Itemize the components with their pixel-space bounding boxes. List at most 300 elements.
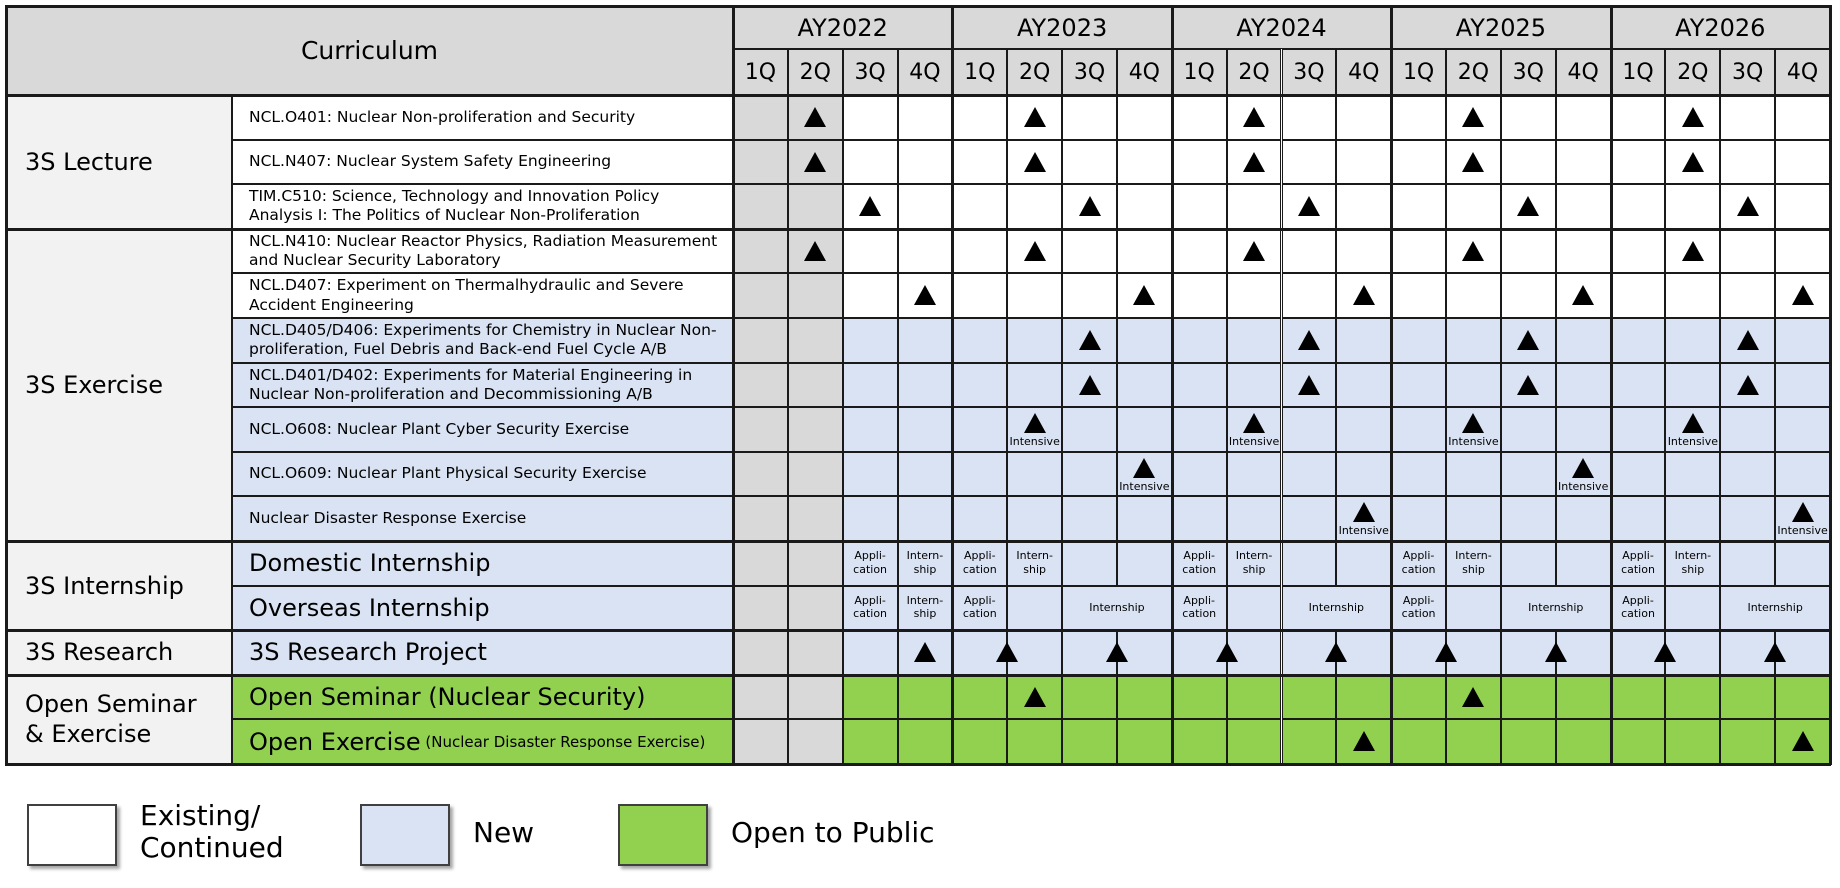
course-name-text: NCL.D401/D402: Experiments for Material Engineering in Nuclear Non-proliferation and Decommissioning A/B xyxy=(249,365,693,403)
schedule-cell xyxy=(1062,586,1172,631)
quarter-header: 2Q xyxy=(1665,49,1720,95)
legend-label-existing: Existing/ Continued xyxy=(140,799,284,865)
course-name-text: NCL.O608: Nuclear Plant Cyber Security Exercise xyxy=(249,419,630,438)
schedule-cell xyxy=(1227,586,1282,631)
year-divider xyxy=(1390,6,1393,764)
schedule-cell xyxy=(1282,407,1337,452)
schedule-cell xyxy=(1391,496,1446,541)
schedule-cell xyxy=(1172,95,1227,140)
schedule-cell xyxy=(1775,140,1830,185)
schedule-cell xyxy=(1062,496,1117,541)
schedule-cell xyxy=(898,719,953,764)
schedule-cell xyxy=(898,140,953,185)
course-name-text: NCL.D405/D406: Experiments for Chemistry in Nuclear Non- proliferation, Fuel Debris and Back-end Fuel Cycle A/B xyxy=(249,320,717,359)
quarter-header: 1Q xyxy=(1611,49,1666,95)
schedule-cell xyxy=(1775,407,1830,452)
quarter-header: 2Q xyxy=(788,49,843,95)
course-name xyxy=(232,273,733,318)
schedule-cell xyxy=(1227,273,1282,318)
schedule-cell xyxy=(1556,407,1611,452)
schedule-cell xyxy=(788,452,843,497)
session-marker xyxy=(1298,330,1320,350)
schedule-note: Internship xyxy=(1089,600,1145,614)
schedule-cell xyxy=(952,586,1007,631)
schedule-cell xyxy=(1775,363,1830,408)
schedule-cell xyxy=(952,541,1007,586)
session-marker xyxy=(1243,107,1265,127)
schedule-cell xyxy=(1282,496,1337,541)
session-marker xyxy=(1737,330,1759,350)
session-marker xyxy=(1079,375,1101,395)
schedule-cell xyxy=(1007,541,1062,586)
legend-swatch-open-to-public xyxy=(618,804,708,866)
session-marker xyxy=(1435,642,1457,662)
schedule-cell xyxy=(1611,318,1666,363)
schedule-cell xyxy=(1720,541,1775,586)
schedule-cell xyxy=(1501,407,1556,452)
schedule-cell xyxy=(1611,184,1666,229)
schedule-note: Appli- cation xyxy=(853,593,888,621)
schedule-cell xyxy=(1665,318,1720,363)
course-name xyxy=(232,675,733,720)
schedule-cell xyxy=(1062,95,1117,140)
course-name xyxy=(232,363,733,408)
schedule-cell xyxy=(1172,675,1227,720)
schedule-cell xyxy=(788,719,843,764)
schedule-cell xyxy=(733,407,788,452)
course-name-text: Overseas Internship xyxy=(249,593,490,622)
session-marker xyxy=(914,642,936,662)
schedule-cell xyxy=(788,630,843,675)
schedule-cell xyxy=(1611,719,1666,764)
schedule-cell xyxy=(1282,675,1337,720)
schedule-cell xyxy=(1611,541,1666,586)
schedule-cell xyxy=(898,452,953,497)
schedule-cell xyxy=(898,229,953,274)
schedule-cell xyxy=(1336,363,1391,408)
schedule-cell xyxy=(1117,496,1172,541)
schedule-cell xyxy=(898,318,953,363)
schedule-cell xyxy=(1720,140,1775,185)
year-header: AY2026 xyxy=(1611,6,1830,49)
schedule-cell xyxy=(1282,541,1337,586)
quarter-header: 3Q xyxy=(1720,49,1775,95)
schedule-cell xyxy=(1665,184,1720,229)
quarter-header: 4Q xyxy=(1336,49,1391,95)
course-name-text: NCL.N410: Nuclear Reactor Physics, Radiation Measurement and Nuclear Security Laboratory xyxy=(249,231,718,270)
session-marker xyxy=(1133,285,1155,305)
schedule-cell xyxy=(1665,496,1720,541)
course-name xyxy=(232,630,733,675)
schedule-cell xyxy=(1062,719,1117,764)
schedule-note: Appli- cation xyxy=(1621,549,1655,576)
schedule-cell xyxy=(1117,675,1172,720)
session-marker xyxy=(804,152,826,172)
quarter-header: 3Q xyxy=(1501,49,1556,95)
schedule-cell xyxy=(1556,184,1611,229)
course-name xyxy=(232,229,733,274)
schedule-cell xyxy=(1775,541,1830,586)
schedule-note: Appli- cation xyxy=(962,549,997,576)
session-marker xyxy=(804,107,826,127)
schedule-cell xyxy=(1172,452,1227,497)
schedule-cell xyxy=(733,630,788,675)
schedule-cell xyxy=(898,407,953,452)
year-header: AY2022 xyxy=(733,6,952,49)
table-border xyxy=(5,5,1831,8)
schedule-cell xyxy=(1556,541,1611,586)
schedule-cell xyxy=(1775,318,1830,363)
schedule-cell xyxy=(952,140,1007,185)
schedule-cell xyxy=(843,318,898,363)
session-marker xyxy=(1682,241,1704,261)
schedule-cell xyxy=(733,318,788,363)
schedule-cell xyxy=(1117,229,1172,274)
schedule-cell xyxy=(952,184,1007,229)
schedule-cell xyxy=(1446,541,1501,586)
quarter-header: 2Q xyxy=(1007,49,1062,95)
session-marker xyxy=(1243,152,1265,172)
schedule-cell xyxy=(1391,95,1446,140)
session-marker xyxy=(1517,196,1539,216)
legend-swatch-existing xyxy=(27,804,117,866)
schedule-cell xyxy=(1117,407,1172,452)
course-name-text: NCL.O609: Nuclear Plant Physical Security Exercise xyxy=(249,464,647,483)
schedule-cell xyxy=(1336,95,1391,140)
schedule-cell xyxy=(898,496,953,541)
schedule-cell xyxy=(1720,273,1775,318)
schedule-cell xyxy=(843,140,898,185)
session-marker xyxy=(1462,152,1484,172)
schedule-cell xyxy=(1501,675,1556,720)
schedule-cell xyxy=(1446,318,1501,363)
year-divider xyxy=(1829,6,1832,764)
session-marker xyxy=(1764,642,1786,662)
schedule-cell xyxy=(1336,407,1391,452)
schedule-cell xyxy=(898,675,953,720)
session-marker xyxy=(1024,413,1046,433)
session-marker xyxy=(1682,107,1704,127)
session-marker xyxy=(1682,152,1704,172)
schedule-cell xyxy=(1336,140,1391,185)
schedule-cell xyxy=(1665,452,1720,497)
session-marker xyxy=(1106,642,1128,662)
year-divider xyxy=(951,6,954,764)
schedule-note: Intern- ship xyxy=(1455,549,1492,576)
session-marker xyxy=(1133,458,1155,478)
session-marker xyxy=(1792,502,1814,522)
schedule-cell xyxy=(1446,273,1501,318)
session-marker xyxy=(1298,196,1320,216)
course-name xyxy=(232,407,733,452)
schedule-cell xyxy=(1501,496,1556,541)
schedule-cell xyxy=(1501,273,1556,318)
schedule-cell xyxy=(1665,675,1720,720)
schedule-cell xyxy=(733,496,788,541)
quarter-header: 4Q xyxy=(1775,49,1830,95)
schedule-cell xyxy=(952,95,1007,140)
course-name-text: 3S Research Project xyxy=(249,638,487,667)
schedule-cell xyxy=(1556,496,1611,541)
schedule-cell xyxy=(952,318,1007,363)
schedule-cell xyxy=(1720,586,1830,631)
quarter-header: 1Q xyxy=(733,49,788,95)
schedule-cell xyxy=(1775,452,1830,497)
schedule-cell xyxy=(1282,140,1337,185)
schedule-cell xyxy=(1775,229,1830,274)
schedule-cell xyxy=(1282,95,1337,140)
header-divider xyxy=(5,94,1831,97)
schedule-cell xyxy=(1665,541,1720,586)
schedule-cell xyxy=(1611,675,1666,720)
session-marker xyxy=(1353,731,1375,751)
schedule-cell xyxy=(1501,586,1611,631)
intensive-note: Intensive xyxy=(1338,524,1389,538)
schedule-cell xyxy=(952,363,1007,408)
schedule-cell xyxy=(1775,675,1830,720)
intensive-note: Intensive xyxy=(1777,524,1828,538)
schedule-cell xyxy=(1117,541,1172,586)
schedule-cell xyxy=(1227,675,1282,720)
schedule-cell xyxy=(898,586,953,631)
schedule-cell xyxy=(1611,496,1666,541)
schedule-cell xyxy=(1282,586,1392,631)
quarter-header: 4Q xyxy=(898,49,953,95)
schedule-cell xyxy=(843,675,898,720)
schedule-cell xyxy=(843,363,898,408)
schedule-cell xyxy=(898,95,953,140)
schedule-cell xyxy=(1501,140,1556,185)
session-marker xyxy=(859,196,881,216)
schedule-cell xyxy=(1720,452,1775,497)
schedule-cell xyxy=(1611,586,1666,631)
schedule-cell xyxy=(952,407,1007,452)
schedule-cell xyxy=(1282,452,1337,497)
course-name-subtext: (Nuclear Disaster Response Exercise) xyxy=(420,732,706,751)
session-marker xyxy=(1572,458,1594,478)
table-border xyxy=(5,5,8,765)
schedule-cell xyxy=(1172,541,1227,586)
schedule-cell xyxy=(1665,363,1720,408)
schedule-cell xyxy=(1391,273,1446,318)
category-label: 3S Internship xyxy=(6,541,232,630)
schedule-cell xyxy=(1282,273,1337,318)
schedule-cell xyxy=(1282,229,1337,274)
schedule-cell xyxy=(1665,273,1720,318)
schedule-cell xyxy=(1391,719,1446,764)
session-marker xyxy=(1024,152,1046,172)
course-name xyxy=(232,95,733,140)
schedule-cell xyxy=(788,318,843,363)
schedule-cell xyxy=(1062,407,1117,452)
schedule-cell xyxy=(1172,719,1227,764)
table-border xyxy=(5,763,1831,766)
schedule-cell xyxy=(1117,184,1172,229)
schedule-note: Intern- ship xyxy=(906,549,944,576)
schedule-cell xyxy=(1282,719,1337,764)
course-name xyxy=(232,541,733,586)
schedule-cell xyxy=(1391,363,1446,408)
schedule-cell xyxy=(898,184,953,229)
schedule-note: Intern- ship xyxy=(1016,549,1053,576)
schedule-note: Intern- ship xyxy=(1235,549,1273,576)
schedule-cell xyxy=(843,630,898,675)
quarter-header: 1Q xyxy=(952,49,1007,95)
schedule-cell xyxy=(843,95,898,140)
schedule-cell xyxy=(1007,719,1062,764)
legend xyxy=(0,790,1840,888)
schedule-cell xyxy=(1556,229,1611,274)
schedule-cell xyxy=(843,496,898,541)
schedule-cell xyxy=(1720,95,1775,140)
course-name-text: NCL.N407: Nuclear System Safety Engineering xyxy=(249,152,612,171)
session-marker xyxy=(1298,375,1320,395)
schedule-cell xyxy=(733,541,788,586)
schedule-cell xyxy=(1336,184,1391,229)
session-marker xyxy=(1462,107,1484,127)
schedule-cell xyxy=(788,586,843,631)
schedule-cell xyxy=(1665,586,1720,631)
schedule-cell xyxy=(1117,318,1172,363)
schedule-note: Internship xyxy=(1747,600,1803,614)
schedule-cell xyxy=(1556,95,1611,140)
schedule-cell xyxy=(1611,140,1666,185)
session-marker xyxy=(1079,196,1101,216)
schedule-cell xyxy=(898,363,953,408)
year-header: AY2023 xyxy=(952,6,1171,49)
session-marker xyxy=(1545,642,1567,662)
schedule-cell xyxy=(1665,719,1720,764)
schedule-note: Intern- ship xyxy=(1674,549,1712,576)
session-marker xyxy=(1216,642,1238,662)
legend-swatch-new xyxy=(360,804,450,866)
session-marker xyxy=(1517,375,1539,395)
schedule-cell xyxy=(1501,229,1556,274)
schedule-cell xyxy=(1172,273,1227,318)
schedule-note: Appli- cation xyxy=(1182,549,1217,576)
schedule-cell xyxy=(1007,586,1062,631)
session-marker xyxy=(1737,375,1759,395)
schedule-cell xyxy=(1391,452,1446,497)
schedule-cell xyxy=(1446,719,1501,764)
schedule-cell xyxy=(1391,586,1446,631)
schedule-note: Internship xyxy=(1308,600,1365,614)
schedule-cell xyxy=(1227,318,1282,363)
schedule-cell xyxy=(1007,184,1062,229)
schedule-cell xyxy=(952,452,1007,497)
schedule-cell xyxy=(1227,363,1282,408)
schedule-note: Internship xyxy=(1528,600,1584,614)
schedule-cell xyxy=(1227,452,1282,497)
course-name-text: Open Exercise xyxy=(249,727,421,756)
schedule-cell xyxy=(1446,184,1501,229)
year-divider xyxy=(1610,6,1613,764)
session-marker xyxy=(1243,413,1265,433)
session-marker xyxy=(804,241,826,261)
schedule-cell xyxy=(1117,95,1172,140)
schedule-cell xyxy=(898,541,953,586)
session-marker xyxy=(1024,687,1046,707)
year-divider xyxy=(1171,6,1174,764)
schedule-cell xyxy=(788,273,843,318)
schedule-cell xyxy=(1775,95,1830,140)
schedule-cell xyxy=(952,675,1007,720)
schedule-cell xyxy=(1062,452,1117,497)
schedule-cell xyxy=(788,675,843,720)
schedule-cell xyxy=(1391,407,1446,452)
session-marker xyxy=(1079,330,1101,350)
session-marker xyxy=(1325,642,1347,662)
curriculum-header: Curriculum xyxy=(6,6,733,95)
schedule-cell xyxy=(1007,273,1062,318)
year-divider xyxy=(732,6,735,764)
session-marker xyxy=(1654,642,1676,662)
category-label: Open Seminar & Exercise xyxy=(6,675,232,764)
session-marker xyxy=(1353,285,1375,305)
schedule-cell xyxy=(1501,95,1556,140)
legend-label-open-to-public: Open to Public xyxy=(731,816,935,849)
schedule-cell xyxy=(843,719,898,764)
schedule-note: Appli- cation xyxy=(962,593,997,621)
schedule-cell xyxy=(1391,318,1446,363)
session-marker xyxy=(1792,285,1814,305)
session-marker xyxy=(1462,413,1484,433)
schedule-cell xyxy=(1336,318,1391,363)
schedule-cell xyxy=(1117,363,1172,408)
schedule-cell xyxy=(1720,719,1775,764)
session-marker xyxy=(996,642,1018,662)
course-name xyxy=(232,140,733,185)
course-name xyxy=(232,496,733,541)
intensive-note: Intensive xyxy=(1448,435,1499,449)
quarter-header: 4Q xyxy=(1117,49,1172,95)
year-header: AY2024 xyxy=(1172,6,1391,49)
schedule-cell xyxy=(1117,140,1172,185)
schedule-cell xyxy=(1556,719,1611,764)
schedule-cell xyxy=(1556,318,1611,363)
session-marker xyxy=(1462,687,1484,707)
course-name xyxy=(232,719,733,764)
course-name-text: Nuclear Disaster Response Exercise xyxy=(249,509,527,527)
schedule-cell xyxy=(1391,184,1446,229)
schedule-cell xyxy=(1720,407,1775,452)
schedule-cell xyxy=(788,407,843,452)
schedule-cell xyxy=(1336,675,1391,720)
schedule-cell xyxy=(952,273,1007,318)
session-marker xyxy=(1737,196,1759,216)
schedule-cell xyxy=(733,140,788,185)
schedule-note: Appli- cation xyxy=(1401,593,1436,621)
session-marker xyxy=(1572,285,1594,305)
schedule-cell xyxy=(1446,496,1501,541)
category-label: 3S Research xyxy=(6,630,232,675)
category-divider xyxy=(5,674,1831,677)
year-header: AY2025 xyxy=(1391,6,1610,49)
schedule-cell xyxy=(1172,586,1227,631)
session-marker xyxy=(1353,502,1375,522)
session-marker xyxy=(1792,731,1814,751)
schedule-cell xyxy=(1062,541,1117,586)
schedule-cell xyxy=(1775,184,1830,229)
schedule-cell xyxy=(1446,586,1501,631)
schedule-cell xyxy=(733,184,788,229)
schedule-cell xyxy=(843,407,898,452)
schedule-cell xyxy=(733,675,788,720)
schedule-cell xyxy=(1227,184,1282,229)
schedule-note: Appli- cation xyxy=(1401,549,1436,576)
schedule-cell xyxy=(1501,452,1556,497)
schedule-cell xyxy=(733,452,788,497)
